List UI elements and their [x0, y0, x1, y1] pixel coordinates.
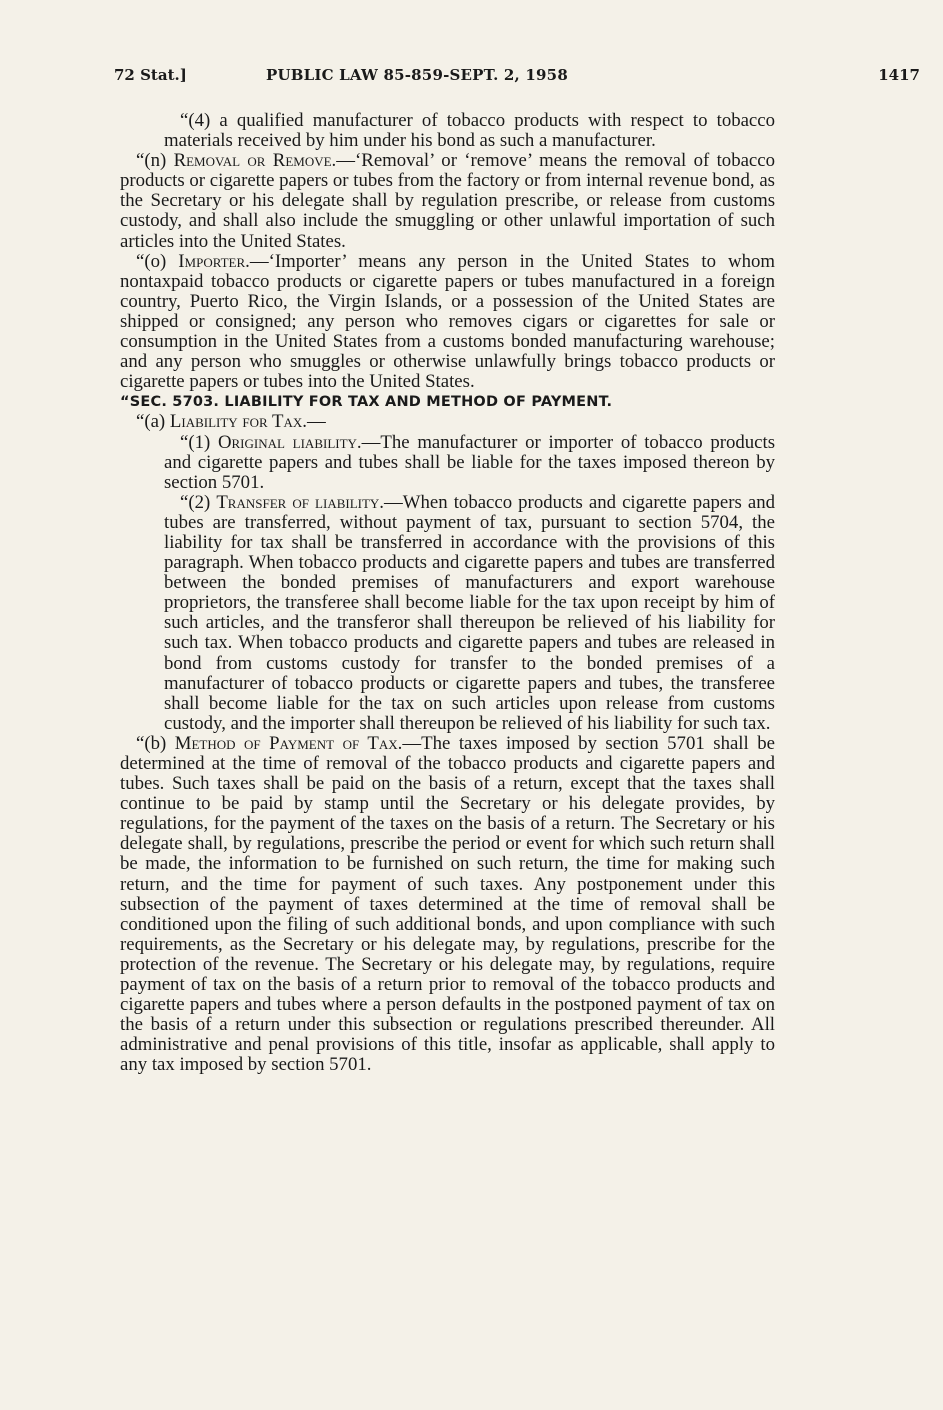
subsection-n	[120, 151, 775, 251]
subsection-o-label: “(o)	[136, 250, 179, 272]
public-law-title: PUBLIC LAW 85-859-SEPT. 2, 1958	[266, 66, 568, 84]
subsection-b-caption: Method of Payment of Tax.	[174, 732, 403, 754]
paragraph-a2-label: “(2)	[180, 491, 217, 513]
page-header	[114, 66, 920, 90]
subsection-n-caption: Removal or Remove.	[173, 150, 337, 172]
subsection-a	[120, 412, 775, 432]
paragraph-a1	[120, 433, 775, 493]
subsection-b	[120, 734, 775, 1076]
paragraph-4	[120, 111, 775, 151]
statute-text	[120, 111, 775, 1076]
paragraph-a2	[120, 493, 775, 734]
subsection-n-text: —‘Removal’ or ‘remove’ means the removal of tobacco products or cigarette papers or tubes from the factory or from internal revenue bond, as the Secretary or his delegate shall by regulation prescribe, or release from customs custody, and shall also include the smuggling or other unlawful importation of such articles into the United States.	[120, 150, 775, 252]
paragraph-a1-caption: Original liability.	[217, 431, 362, 453]
statute-volume: 72 Stat.]	[114, 66, 187, 84]
subsection-b-text: —The taxes imposed by section 5701 shall be determined at the time of removal of the tobacco products and cigarette papers and tubes. Such taxes shall be paid on the basis of a return, except that the taxes shall continue to be paid by stamp until the Secretary or his delegate provides, by regulations, for the payment of the taxes on the basis of a return. The Secretary or his delegate shall, by regulations, prescribe the period or event for which such return shall be made, the information to be furnished on such return, the time for making such return, and the time for payment of such taxes. Any postponement under this subsection of the payment of taxes determined at the time of removal shall be conditioned upon the filing of such additional bonds, and upon compliance with such requirements, as the Secretary or his delegate may, by regulations, prescribe for the protection of the revenue. The Secretary or his delegate may, by regulations, require payment of tax on the basis of a return prior to removal of the tobacco products and cigarette papers and tubes where a person defaults in the postponed payment of tax on the basis of a return under this subsection or regulations prescribed thereunder. All administrative and penal provisions of this title, insofar as applicable, shall apply to any tax imposed by section 5701.	[120, 732, 775, 1076]
paragraph-a2-caption: Transfer of liability.	[216, 491, 385, 513]
page-number: 1417	[878, 66, 920, 84]
paragraph-a1-text: —The manufacturer or importer of tobacco products and cigarette papers and tubes shall be liable for the taxes imposed thereon by section 5701.	[164, 431, 776, 493]
subsection-o	[120, 252, 775, 393]
subsection-a-label: “(a)	[136, 411, 170, 433]
subsection-b-label: “(b)	[136, 732, 175, 754]
paragraph-a1-label: “(1)	[180, 431, 218, 453]
subsection-a-dash: —	[306, 411, 326, 433]
subsection-n-label: “(n)	[136, 150, 174, 172]
subsection-a-caption: Liability for Tax.	[169, 411, 307, 433]
paragraph-a2-text: —When tobacco products and cigarette papers and tubes are transferred, without payment of tax, pursuant to section 5704, the liability for tax shall be transferred in accordance with the provisions of this paragraph. When tobacco products and cigarette papers and tubes are transferred between the bonded premises of manufacturers and export warehouse proprietors, the transferee shall become liable for the tax upon receipt by him of such articles, and the transferor shall thereupon be relieved of his liability for such tax. When tobacco products and cigarette papers and tubes are released in bond from customs custody for transfer to the bonded premises of a manufacturer of tobacco products or cigarette papers and tubes, the transferee shall become liable for the tax on such articles upon release from customs custody, and the importer shall thereupon be relieved of his liability for such tax.	[164, 491, 776, 734]
section-heading: “SEC. 5703. LIABILITY FOR TAX AND METHOD OF PAYMENT.	[120, 394, 613, 411]
subsection-o-text: —‘Importer’ means any person in the United States to whom nontaxpaid tobacco products or cigarette papers or tubes manufactured in a foreign country, Puerto Rico, the Virgin Islands, or a possession of the United States are shipped or consigned; any person who removes cigars or cigarettes for sale or consumption in the United States from a customs bonded manufacturing warehouse; and any person who smuggles or otherwise unlawfully brings tobacco products or cigarette papers or tubes into the United States.	[120, 250, 775, 393]
paragraph-4-text: “(4) a qualified manufacturer of tobacco products with respect to tobacco materials received by him under his bond as such a manufacturer.	[164, 110, 775, 152]
subsection-o-caption: Importer.	[178, 250, 250, 272]
